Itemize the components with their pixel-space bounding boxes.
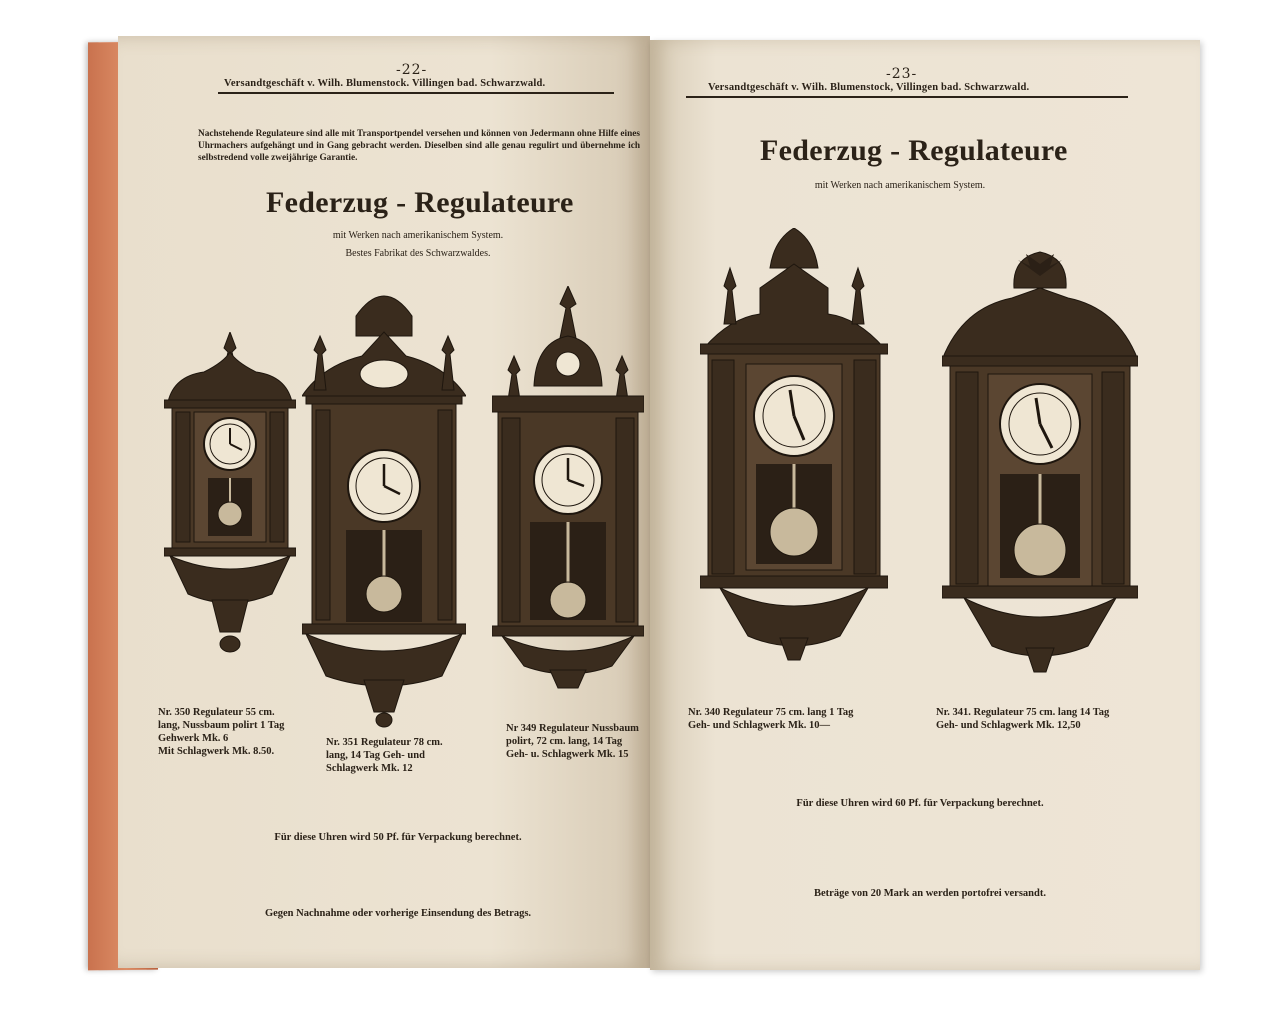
page-number: -23- — [886, 66, 918, 82]
left-page — [118, 36, 650, 968]
page-header: Versandtgeschäft v. Wilh. Blumenstock. Villingen bad. Schwarzwald. — [224, 78, 546, 89]
regulateur-349-icon — [492, 286, 644, 698]
packing-note: Für diese Uhren wird 50 Pf. für Verpackung berechnet. — [274, 832, 522, 843]
header-rule — [218, 92, 614, 94]
header-rule — [686, 96, 1128, 98]
packing-note: Für diese Uhren wird 60 Pf. für Verpackung berechnet. — [796, 798, 1044, 809]
caption-nr-340: Nr. 340 Regulateur 75 cm. lang 1 Tag Geh- und Schlagwerk Mk. 10— — [688, 707, 854, 731]
subtitle: mit Werken nach amerikanischem System. — [332, 230, 504, 241]
caption-nr-350: Nr. 350 Regulateur 55 cm. lang, Nussbaum polirt 1 Tag Gehwerk Mk. 6 Mit Schlagwerk Mk. 8.50. — [158, 707, 285, 757]
page-header: Versandtgeschäft v. Wilh. Blumenstock, Villingen bad. Schwarzwald. — [708, 82, 1030, 93]
right-page — [650, 40, 1200, 970]
regulateur-341-icon — [942, 248, 1138, 682]
page-title: Federzug - Regulateure — [760, 134, 1068, 167]
subtitle-secondary: Bestes Fabrikat des Schwarzwaldes. — [345, 248, 491, 259]
page-footer: Gegen Nachnahme oder vorherige Einsendung des Betrags. — [264, 908, 532, 919]
regulateur-340-icon — [700, 228, 888, 670]
intro-paragraph: Nachstehende Regulateure sind alle mit Transportpendel versehen und können von Jedermann ohne Hilfe eines Uhrmachers aufgehängt und in Gang gebracht werden. Dieselben sind alle genau regulirt und übernehme ich selbstredend volle zweijährige Garantie. — [198, 129, 640, 163]
subtitle: mit Werken nach amerikanischem System. — [814, 180, 986, 191]
caption-nr-349: Nr 349 Regulateur Nussbaum polirt, 72 cm. lang, 14 Tag Geh- u. Schlagwerk Mk. 15 — [506, 723, 639, 760]
page-footer: Beträge von 20 Mark an werden portofrei versandt. — [814, 888, 1046, 899]
page-number: -22- — [396, 62, 428, 78]
caption-nr-351: Nr. 351 Regulateur 78 cm. lang, 14 Tag Geh- und Schlagwerk Mk. 12 — [326, 737, 443, 774]
regulateur-350-icon — [164, 332, 296, 658]
regulateur-351-icon — [302, 276, 466, 728]
caption-nr-341: Nr. 341. Regulateur 75 cm. lang 14 Tag Geh- und Schlagwerk Mk. 12,50 — [936, 707, 1110, 731]
page-title: Federzug - Regulateure — [266, 186, 574, 219]
